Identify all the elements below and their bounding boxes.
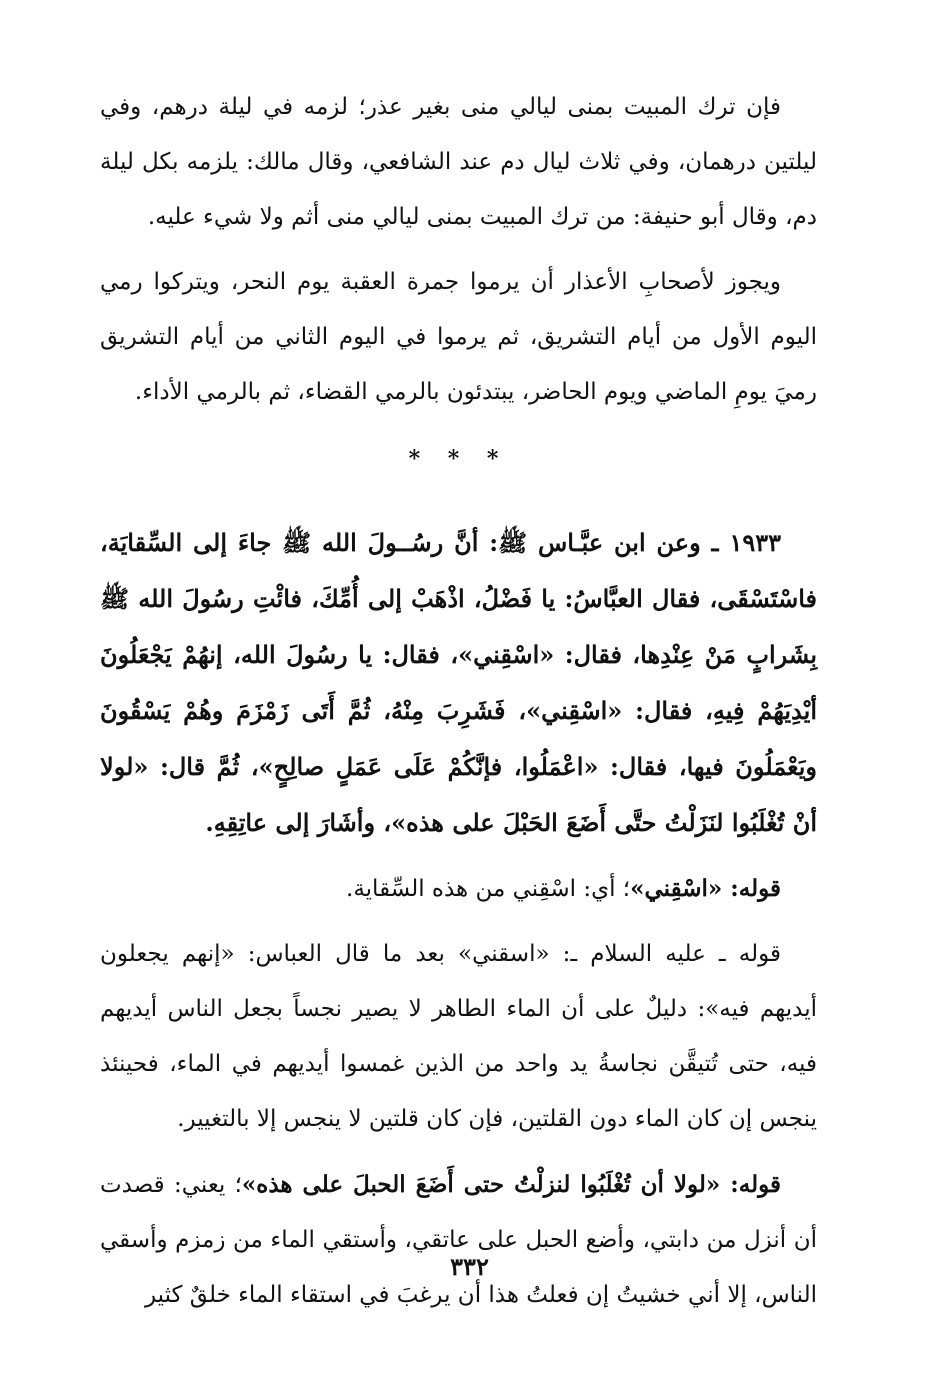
commentary-tahara: قوله ـ عليه السلام ـ: «اسقني» بعد ما قال العباس: «إنهم يجعلون أيديهم فيه»: دليلٌ على أن الماء الطاهر لا يصير نجساً بجعل الناس أيديهم فيه، حتى تُتيقَّن نجاسةُ يد واحد من الذين غمسوا أيديهم في الماء، فحينئذ ينجس إن كان الماء دون القلتين، فإن كان قلتين لا ينجس إلا بالتغيير. — [100, 941, 817, 1132]
commentary-lawla — [100, 1157, 817, 1323]
paragraph-fiqh-mabit: فإن ترك المبيت بمنى ليالي منى بغير عذر؛ لزمه في ليلة درهم، وفي ليلتين درهمان، وفي ثلاث ليال دم عند الشافعي، وقال مالك: يلزمه بكل ليلة دم، وقال أبو حنيفة: من ترك المبيت بمنى ليالي منى أثم ولا شيء عليه. — [100, 94, 817, 230]
paragraph-fiqh-ramy: ويجوز لأصحابِ الأعذار أن يرموا جمرة العقبة يوم النحر، ويتركوا رمي اليوم الأول من أيام التشريق، ثم يرموا في اليوم الثاني من أيام التشريق رميَ يومِ الماضي ويوم الحاضر، يبتدئون بالرمي القضاء، ثم بالرمي الأداء. — [100, 269, 817, 405]
page-number: ٣٣٢ — [450, 1252, 489, 1281]
commentary-lead: قوله: «اسْقِني» — [630, 875, 781, 902]
commentary-istiqni — [100, 861, 817, 917]
section-separator: * * * — [408, 446, 509, 472]
commentary-body: ؛ يعني: قصدت أن أنزل من دابتي، وأضع الحبل على عاتقي، وأستقي الماء من زمزم وأسقي الناس، إلا أني خشيتُ إن فعلتُ هذا أن يرغبَ في استقاء الماء خلقٌ كثير — [100, 1172, 817, 1308]
commentary-body: ؛ أي: اسْقِني من هذه السِّقاية. — [346, 876, 631, 902]
commentary-lead: قوله: «لولا أن تُغْلَبُوا لنزلْتُ حتى أَضَعَ الحبلَ على هذه» — [241, 1171, 781, 1198]
hadith-text: ١٩٣٣ ـ وعن ابن عبَّـاس ﷺ: أنَّ رسُــولَ الله ﷺ جاءَ إلى السِّقايَة، فاسْتَسْقَى، فقال العبَّاسُ: يا فَضْلُ، اذْهَبْ إلى أُمِّكَ، فائْتِ رسُولَ الله ﷺ بِشَرابٍ مَنْ عِنْدِها، فقال: «اسْقِني»، فقال: يا رسُولَ الله، إنهُمْ يَجْعَلُونَ أيْدِيَهُمْ فِيهِ، فقال: «اسْقِني»، فَشَرِبَ مِنْهُ، ثُمَّ أَتَى زَمْزَمَ وهُمْ يَسْقُونَ ويَعْمَلُونَ فيها، فقال: «اعْمَلُوا، فإنَّكُمْ عَلَى عَمَلٍ صالِحٍ»، ثُمَّ قال: «لولا أنْ تُغْلَبُوا لنَزَلْتُ حتَّى أَضَعَ الحَبْلَ على هذه»، وأشَارَ إلى عاتِقِهِ. — [100, 528, 817, 837]
